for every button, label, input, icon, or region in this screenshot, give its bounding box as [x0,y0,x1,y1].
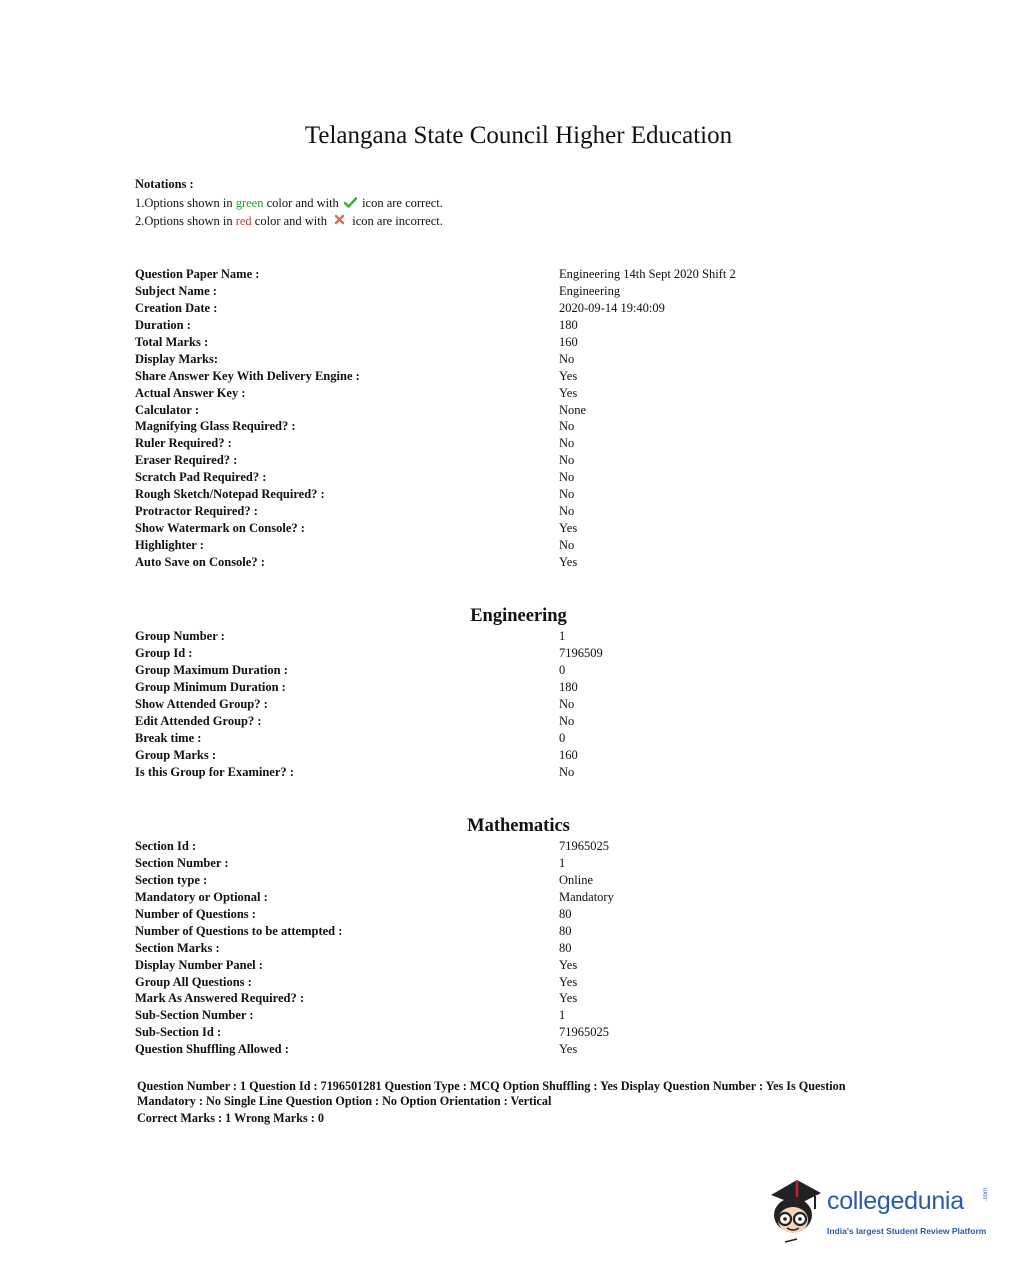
info-value: No [559,696,575,711]
info-value: No [559,470,575,485]
info-row [135,1007,895,1024]
info-row [135,283,895,300]
info-value: Yes [559,368,578,383]
section-heading: Mathematics [467,816,570,836]
info-key: Duration : [135,317,191,332]
notation-incorrect [135,212,443,231]
info-row [135,872,895,889]
info-key: Section Id : [135,839,197,853]
info-value: 80 [559,940,572,955]
notation-incorrect-post: icon are incorrect. [349,214,443,228]
info-value: Yes [559,385,578,400]
info-value: 160 [559,747,578,762]
info-row [135,990,895,1007]
info-row [135,747,895,764]
info-key: Protractor Required? : [135,504,258,519]
info-value: No [559,419,575,434]
info-value: No [559,504,575,519]
info-value: 1 [559,855,566,870]
check-icon [344,197,357,208]
notations-block [135,175,443,231]
info-row [135,940,895,957]
info-row [135,713,895,730]
question-meta-line: Question Number : 1 Question Id : 7196501281 Question Type : MCQ Option Shuffling : Yes Display Question Number : Yes Is Question Mandatory : No Single Line Question Option : No Option Orientation : Vertical [137,1079,846,1108]
info-key: Group Number : [135,629,225,643]
info-row [135,418,895,435]
info-key: Creation Date : [135,300,218,315]
info-value: 2020-09-14 19:40:09 [559,300,665,315]
info-key: Group Maximum Duration : [135,662,288,677]
info-key: Group Id : [135,645,193,660]
info-value: 180 [559,679,578,694]
info-row [135,1024,895,1041]
notation-correct-pre: 1.Options shown in [135,195,236,210]
info-row [135,435,895,452]
info-value: Yes [559,957,578,972]
section-info-table [135,838,895,1058]
info-row [135,730,895,747]
info-key: Auto Save on Console? : [135,554,265,569]
info-key: Sub-Section Number : [135,1008,254,1023]
notation-green-word: green [235,195,264,210]
info-value: No [559,453,575,468]
info-key: Group Minimum Duration : [135,679,286,694]
info-key: Scratch Pad Required? : [135,470,267,485]
question-meta [137,1079,877,1126]
info-row [135,537,895,554]
info-row [135,368,895,385]
info-key: Section type : [135,872,208,887]
info-row [135,957,895,974]
info-key: Ruler Required? : [135,436,232,451]
info-row [135,855,895,872]
info-row [135,452,895,469]
info-value: No [559,713,575,728]
info-value: 160 [559,334,578,349]
info-row [135,334,895,351]
notation-correct-post: icon are correct. [358,195,443,210]
group-info-table [135,628,895,780]
paper-info-table [135,266,895,571]
info-value: 80 [559,923,572,938]
info-value: 1 [559,1008,566,1023]
brand-name: collegedunia [827,1187,964,1215]
info-key: Number of Questions : [135,906,256,921]
info-row [135,923,895,940]
info-value: 0 [559,662,566,677]
info-key: Mandatory or Optional : [135,889,268,904]
info-value: None [559,402,587,417]
info-value: Engineering 14th Sept 2020 Shift 2 [559,267,736,281]
info-key: Sub-Section Id : [135,1025,222,1040]
info-row [135,974,895,991]
info-value: Yes [559,554,578,569]
mascot-icon [763,1175,827,1245]
group-heading: Engineering [470,606,567,626]
info-value: No [559,436,575,451]
notation-incorrect-pre: 2.Options shown in [135,214,236,228]
info-row [135,385,895,402]
info-row [135,469,895,486]
info-row [135,317,895,334]
info-value: Mandatory [559,889,614,904]
info-key: Show Attended Group? : [135,696,268,711]
collegedunia-logo [763,1175,993,1245]
info-row [135,628,895,645]
info-value: 1 [559,629,566,643]
notation-incorrect-mid: color and with [251,214,331,228]
info-value: Online [559,872,594,887]
info-row [135,662,895,679]
notation-correct-mid: color and with [263,195,342,210]
info-key: Calculator : [135,402,199,417]
info-key: Display Number Panel : [135,957,263,972]
info-row [135,351,895,368]
info-key: Eraser Required? : [135,453,238,468]
info-value: Yes [559,974,578,989]
info-key: Total Marks : [135,334,209,349]
info-key: Section Marks : [135,940,220,955]
info-key: Section Number : [135,855,229,870]
info-key: Show Watermark on Console? : [135,521,305,536]
info-key: Share Answer Key With Delivery Engine : [135,368,360,383]
info-row [135,696,895,713]
info-value: 80 [559,906,572,921]
info-row [135,300,895,317]
info-value: Yes [559,1042,578,1057]
brand-domain: .com [983,1187,989,1201]
info-value: No [559,487,575,502]
info-value: No [559,764,575,779]
cross-icon [334,214,345,225]
info-row [135,679,895,696]
info-value: 7196509 [559,645,603,660]
info-row [135,554,895,571]
info-value: 0 [559,730,566,745]
info-value: Engineering [559,283,621,298]
info-value: Yes [559,521,578,536]
brand-tagline: India's largest Student Review Platform [827,1226,987,1236]
info-key: Mark As Answered Required? : [135,991,304,1006]
info-value: 71965025 [559,839,609,853]
info-key: Edit Attended Group? : [135,713,262,728]
info-key: Is this Group for Examiner? : [135,764,294,779]
info-key: Display Marks: [135,351,218,366]
info-key: Rough Sketch/Notepad Required? : [135,487,325,502]
info-row [135,503,895,520]
info-key: Subject Name : [135,283,217,298]
info-key: Question Paper Name : [135,267,260,281]
document-title: Telangana State Council Higher Education [304,122,733,149]
info-row [135,838,895,855]
info-row [135,266,895,283]
info-value: 71965025 [559,1025,609,1040]
notation-correct [135,194,443,213]
info-value: No [559,351,575,366]
info-key: Group All Questions : [135,974,252,989]
info-key: Magnifying Glass Required? : [135,419,296,434]
info-key: Group Marks : [135,747,217,762]
info-row [135,906,895,923]
info-row [135,764,895,781]
notation-red-word: red [235,214,252,228]
info-row [135,520,895,537]
info-key: Question Shuffling Allowed : [135,1042,289,1057]
info-key: Highlighter : [135,538,204,552]
info-row [135,1041,895,1058]
info-value: No [559,538,575,552]
info-value: Yes [559,991,578,1006]
info-row [135,402,895,419]
info-row [135,486,895,503]
info-value: 180 [559,317,578,332]
info-row [135,645,895,662]
info-key: Actual Answer Key : [135,385,246,400]
info-row [135,889,895,906]
question-marks: Correct Marks : 1 Wrong Marks : 0 [137,1111,324,1125]
info-key: Number of Questions to be attempted : [135,923,343,938]
notations-heading: Notations : [135,177,194,191]
info-key: Break time : [135,730,202,745]
